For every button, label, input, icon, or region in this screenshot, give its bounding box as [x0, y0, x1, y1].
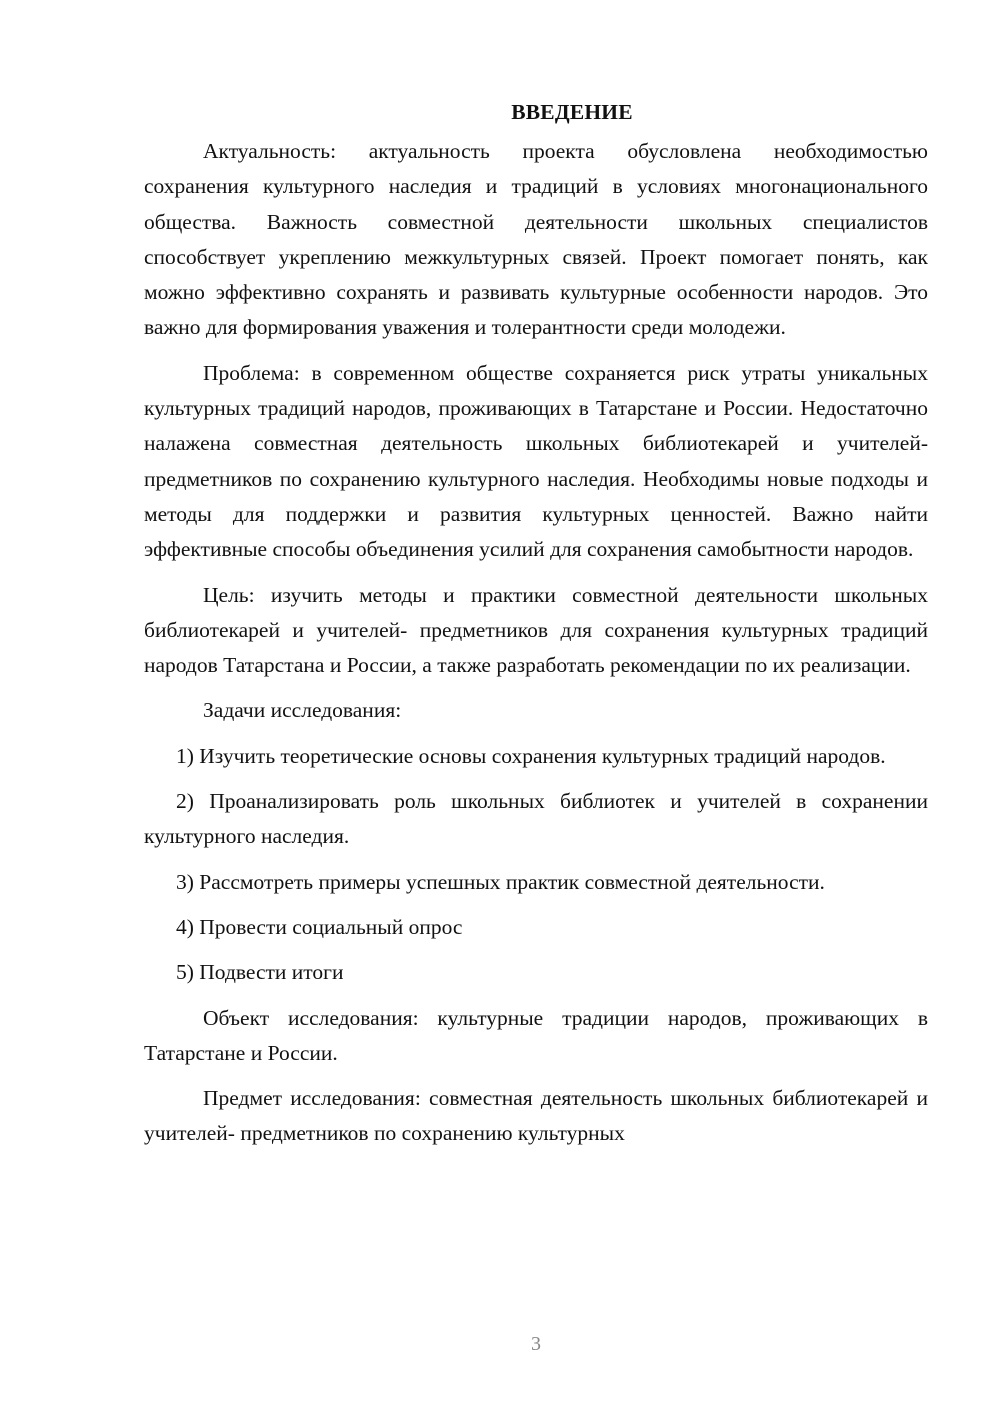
task-item-5: 5) Подвести итоги — [176, 960, 344, 985]
task-item-2: 2) Проанализировать роль школьных библиотек и учителей в сохранении культурного наследия. — [144, 789, 928, 849]
paragraph-subject: Предмет исследования: совместная деятельность школьных библиотекарей и учителей- предметников по сохранению культурных — [144, 1086, 928, 1146]
task-item-1: 1) Изучить теоретические основы сохранения культурных традиций народов. — [176, 743, 886, 768]
paragraph-relevance: Актуальность: актуальность проекта обусловлена необходимостью сохранения культурного наследия и традиций в условиях многонационального общества. Важность совместной деятельности школьных специалистов способствует укреплению межкультурных связей. Проект помогает понять, как можно эффективно сохранять и развивать культурные особенности народов. Это важно для формирования уважения и толерантности среди молодежи. — [144, 139, 928, 340]
section-heading: ВВЕДЕНИЕ — [511, 100, 633, 124]
page-number: 3 — [531, 1333, 541, 1355]
task-item-4: 4) Провести социальный опрос — [176, 914, 463, 939]
page-content — [144, 95, 928, 1162]
paragraph-object: Объект исследования: культурные традиции народов, проживающих в Татарстане и России. — [144, 1005, 928, 1065]
paragraph-tasks-title: Задачи исследования: — [203, 698, 402, 723]
paragraph-problem: Проблема: в современном обществе сохраняется риск утраты уникальных культурных традиций народов, проживающих в Татарстане и России. Недостаточно налажена совместная деятельность школьных библиотекарей и учителей- предметников по сохранению культурного наследия. Необходимы новые подходы и методы для поддержки и развития культурных ценностей. Важно найти эффективные способы объединения усилий для сохранения самобытности народов. — [144, 360, 928, 562]
paragraph-goal: Цель: изучить методы и практики совместной деятельности школьных библиотекарей и учителей- предметников для сохранения культурных традиций народов Татарстана и России, а также разработать рекомендации по их реализации. — [144, 582, 928, 678]
task-item-3: 3) Рассмотреть примеры успешных практик совместной деятельности. — [176, 869, 825, 894]
